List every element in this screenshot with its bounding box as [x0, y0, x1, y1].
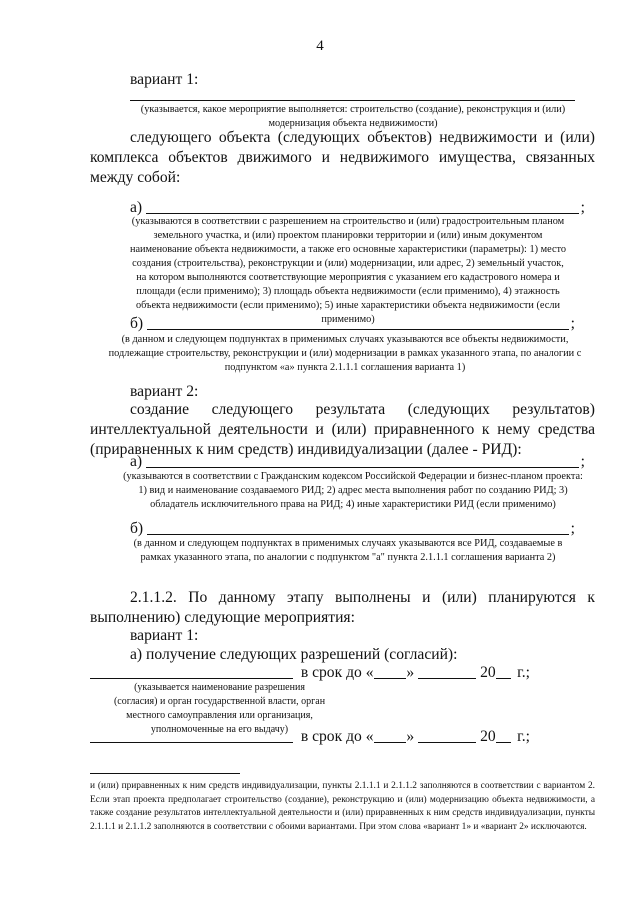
v2-a-row — [130, 452, 585, 472]
deadline-2-end: г.; — [517, 728, 531, 745]
deadline-2-year-blank — [496, 741, 511, 743]
page-number: 4 — [316, 38, 324, 54]
item-b-blank — [147, 328, 569, 330]
deadline-1-year-blank — [496, 677, 511, 679]
variant-1-heading: вариант 1: — [130, 71, 199, 88]
deadline-2-year: 20 — [480, 728, 496, 745]
p2112-text: 2.1.1.2. По данному этапу выполнены и (или) планируются к выполнению) следующие мероприятия: — [90, 589, 595, 626]
v1-caption: (указывается, какое мероприятие выполняется: строительство (создание), реконструкция и (или) модернизация объекта недвижимости) — [140, 104, 566, 129]
deadline-row-1 — [90, 663, 530, 683]
footnote-rule — [90, 773, 240, 774]
variant-2-heading: вариант 2: — [130, 383, 199, 400]
permit-caption: (указывается наименование разрешения (согласия) и орган государственной власти, орган местного самоуправления или организация, уполномоченные на его выдачу) — [113, 682, 326, 735]
v2-a-blank — [146, 466, 579, 468]
deadline-2-prefix: в срок до « — [300, 728, 374, 745]
deadline-2-day-blank — [374, 741, 407, 743]
item-b-row — [130, 314, 575, 334]
v2-a-end: ; — [580, 453, 585, 470]
item-a-end: ; — [580, 199, 585, 216]
v2-b-blank — [147, 533, 569, 535]
deadline-2-month-blank — [418, 741, 476, 743]
permit-blank-2 — [90, 741, 293, 743]
permit-blank-1 — [90, 677, 293, 679]
v2-a-caption: (указываются в соответствии с Гражданским кодексом Российской Федерации и бизнес-планом проекта: 1) вид и наименование создаваемого РИД; 2) адрес места выполнения работ по созданию РИД; 3) обладатель исключительного права на РИД; 4) иные характеристики РИД (если применимо) — [123, 471, 583, 510]
v1-blank-line — [130, 100, 575, 101]
v2-b-label: б) — [130, 520, 144, 537]
deadline-1-year: 20 — [480, 664, 496, 681]
item-b-label: б) — [130, 315, 144, 332]
item-a-label: а) — [130, 199, 143, 216]
deadline-1-mid: » — [406, 664, 415, 681]
v2-a-label: а) — [130, 453, 143, 470]
p2112-a: а) получение следующих разрешений (согласий): — [130, 646, 458, 663]
deadline-1-day-blank — [374, 677, 407, 679]
v2-text: создание следующего результата (следующих результатов) интеллектуальной деятельности и (или) приравненного к нему средства (приравненных к ним средств) индивидуализации (далее - РИД): — [90, 401, 595, 458]
item-a-caption: (указываются в соответствии с разрешением на строительство и (или) градостроительным планом земельного участка, и (или) проектом планировки территории и (или) иным документом наименование объекта недвижимости, а также его основные характеристики (параметры): 1) место создания (строительства), реконструкции и (или) модернизации, или адрес, 2) земельный участок, на котором выполняются соответствующие мероприятия с указанием его кадастрового номера и площади (если применимо); 3) площадь объекта недвижимости (если применимо), 4) этажность объекта недвижимости (если применимо); 5) иные характеристики объекта недвижимости (если применимо) — [129, 216, 567, 325]
item-b-caption: (в данном и следующем подпунктах в применимых случаях указываются все объекты недвижимости, подлежащие строительству, реконструкции и (или) модернизации в рамках указанного этапа, по аналогии с подпунктом «а» пункта 2.1.1.1 соглашения варианта 1) — [108, 334, 582, 373]
v1-text: следующего объекта (следующих объектов) недвижимости и (или) комплекса объектов движимого и недвижимого имущества, связанных между собой: — [90, 129, 595, 186]
item-b-end: ; — [570, 315, 575, 332]
v2-b-row — [130, 519, 575, 539]
p2112-variant: вариант 1: — [130, 627, 199, 644]
deadline-1-month-blank — [418, 677, 476, 679]
item-a-blank — [146, 212, 579, 214]
v2-b-end: ; — [570, 520, 575, 537]
deadline-2-mid: » — [406, 728, 415, 745]
deadline-1-prefix: в срок до « — [300, 664, 374, 681]
v2-b-caption: (в данном и следующем подпунктах в применимых случаях указываются все РИД, создаваемые в рамках указанного этапа, по аналогии с подпунктом "а" пункта 2.1.1.1 соглашения варианта 2) — [133, 538, 563, 563]
deadline-row-2 — [90, 727, 530, 747]
footnote-text: и (или) приравненных к ним средств индивидуализации, пункты 2.1.1.1 и 2.1.1.2 заполняются в соответствии с вариантом 2. Если этап проекта предполагает строительство (создание), реконструкцию и (или) модернизацию объекта недвижимости, а также создание результатов интеллектуальной деятельности и (или) приравненных к ним средств индивидуализации, пункты 2.1.1.1 и 2.1.1.2 заполняются в соответствии с обоими вариантами. При этом слова «вариант 1» и «вариант 2» исключаются. — [90, 781, 595, 832]
deadline-1-end: г.; — [517, 664, 531, 681]
